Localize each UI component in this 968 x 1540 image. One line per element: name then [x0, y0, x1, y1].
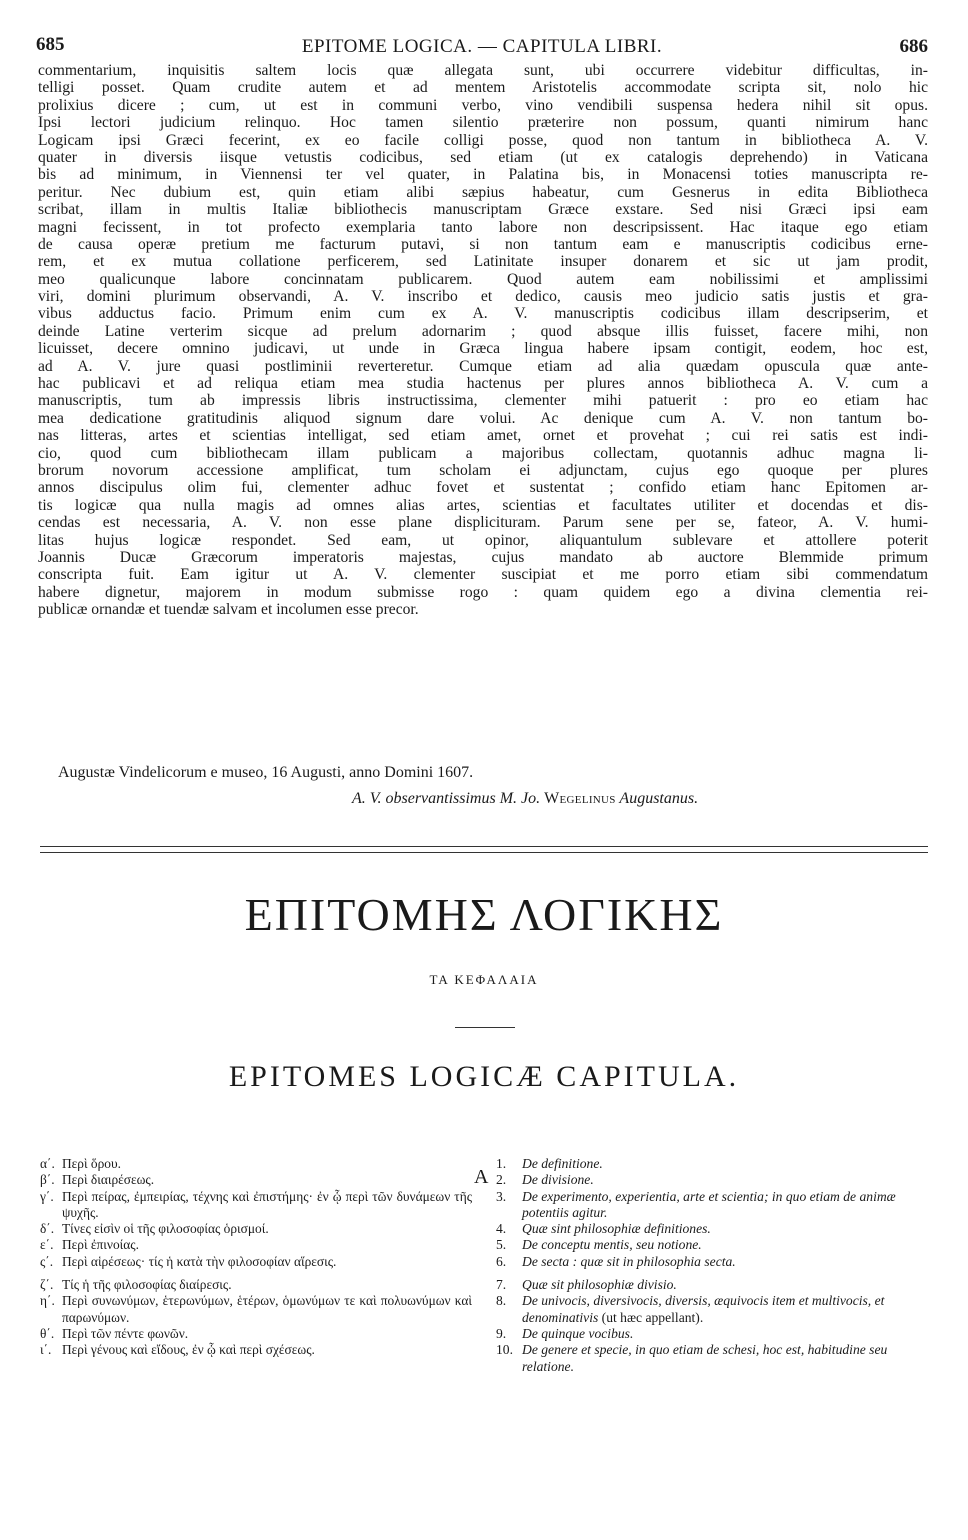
- body-line: annos discipulus olim fui, clementer adhuc fovet et sustentat ; confido etiam hanc Epitomen ar-: [38, 479, 928, 497]
- body-line: Joannis Ducæ Græcorum imperatoris majestas, cujus mandato ab auctore Blemmide primum: [38, 548, 928, 566]
- chapter-title: Περὶ αἱρέσεως· τίς ἡ κατὰ τὴν φιλοσοφίαν αἵρεσις.: [62, 1253, 337, 1269]
- chapter-number: 5.: [496, 1237, 507, 1253]
- body-line: Ipsi lectori judicium relinquo. Hoc tamen silentio præterire non possum, quanti nimirum hanc: [38, 114, 928, 132]
- chapter-entry: [496, 1172, 928, 1188]
- chapter-title: Τίς ἡ τῆς φιλοσοφίας διαίρεσις.: [62, 1277, 232, 1293]
- running-header: [36, 34, 928, 60]
- chapter-title: De divisione.: [522, 1172, 594, 1188]
- body-line: prolixius dicere ; cum, ut est in communi verbo, vino vendibili suspensa hedera nihil sit opus.: [38, 96, 928, 114]
- body-line: scribat, illam in multis Italiæ bibliothecis manuscriptam Græce exstare. Sed nisi Græci ipsi eam: [38, 201, 928, 219]
- body-line: peritur. Nec dubium est, quin etiam alibi sæpius habeatur, cum Gesnerus in edita Bibliotheca: [38, 183, 928, 201]
- chapter-number: δ΄.: [40, 1221, 55, 1237]
- body-line: deinde Latine verterim sicque ad prelum adornarim ; quod absque illis fuisset, facere mihi, non: [38, 322, 928, 340]
- running-title: EPITOME LOGICA. — CAPITULA LIBRI.: [301, 36, 663, 57]
- chapter-number: 6.: [496, 1253, 507, 1269]
- chapter-entry: [40, 1342, 472, 1358]
- body-line: nas litteras, artes et scientias intelligat, sed etiam amet, ornet et provehat ; cui rei satis est indi-: [38, 427, 928, 445]
- chapter-entry: [496, 1221, 928, 1237]
- signature-line: [352, 790, 698, 808]
- signature-suffix: Augustanus.: [615, 790, 699, 807]
- body-line: litas hujus logicæ respondet. Sed eam, ut opinor, aliquantulum sublevare et attollere poterit: [38, 531, 928, 549]
- chapter-number: 2.: [496, 1172, 507, 1188]
- chapter-title: De secta : quæ sit in philosophia secta.: [522, 1253, 736, 1269]
- greek-title: ΕΠΙΤΟΜΗΣ ΛΟΓΙΚΗΣ: [244, 889, 724, 940]
- chapter-number: α΄.: [40, 1156, 55, 1171]
- body-line: brorum novorum accessione amplificat, tum scholam ei adjunctam, cujus ego quoque per plures: [38, 461, 928, 479]
- chapter-entry: [40, 1189, 472, 1222]
- body-line: ad A. V. jure quasi postliminii reverteretur. Cumque etiam ad alia quædam opuscula quæ ante-: [38, 357, 928, 375]
- chapter-entry: [496, 1254, 928, 1270]
- chapter-number: 4.: [496, 1221, 507, 1237]
- body-line: habere dignetur, majorem in modum submisse rogo : quam quidem ego a divina clementia rei-: [38, 583, 928, 601]
- chapter-entry: [40, 1237, 472, 1253]
- chapter-title: De definitione.: [522, 1156, 603, 1171]
- chapter-title: Περὶ πείρας, ἐμπειρίας, τέχνης καὶ ἐπιστήμης· ἐν ᾧ περὶ τῶν δυνάμεων τῆς ψυχῆς.: [62, 1188, 472, 1220]
- chapter-entry: [496, 1156, 928, 1172]
- chapter-title: De genere et specie, in quo etiam de schesi, hoc est, habitudine seu relatione.: [522, 1342, 888, 1374]
- body-line: de causa operæ pretium me facturum putavi, si non tantum eam e manuscriptis codicibus erne-: [38, 235, 928, 253]
- chapter-number: η΄.: [40, 1293, 55, 1309]
- chapter-title: De quinque vocibus.: [522, 1325, 634, 1341]
- chapter-number: θ΄.: [40, 1325, 55, 1341]
- short-rule-divider: [455, 1027, 515, 1028]
- body-line: conscripta fuit. Eam igitur ut A. V. clementer suscipiat et me porro etiam sibi commendatum: [38, 566, 928, 584]
- chapter-number: 9.: [496, 1325, 507, 1341]
- signature-prefix: A. V. observantissimus M. Jo.: [352, 790, 545, 807]
- chapter-entry: [40, 1277, 472, 1293]
- chapter-number: ζ΄.: [40, 1277, 54, 1293]
- body-line: viri, domini plurimum observandi, A. V. inscribo et dedico, causis meo judicio satis justis et gra-: [38, 288, 928, 306]
- place-date-line: Augustæ Vindelicorum e museo, 16 Augusti, anno Domini 1607.: [58, 764, 474, 781]
- chapter-title: De experimento, experientia, arte et scientia; in quo etiam de animæ potentiis agitur.: [522, 1188, 896, 1220]
- body-line: hac publicavi et ad reliqua etiam mea studia hactenus per plures annos bibliotheca A. V. cum a: [38, 375, 928, 393]
- chapter-number: 8.: [496, 1293, 507, 1309]
- chapter-entry: [496, 1293, 928, 1326]
- chapter-number: ι΄.: [40, 1342, 52, 1358]
- body-line: rem, et ex mutua collatione perficerem, sed Latinitate insuper donarem et sic ut jam prodit,: [38, 253, 928, 271]
- page-number-left: 685: [36, 34, 65, 55]
- chapter-entry: [40, 1326, 472, 1342]
- page-number-right: 686: [899, 36, 928, 57]
- body-line: cio, quod cum bibliothecam illam publicam a majoribus collectam, quotannis adhuc magna li-: [38, 444, 928, 462]
- chapter-entry: [496, 1189, 928, 1222]
- chapter-entry: [40, 1254, 472, 1270]
- body-line: publicæ ornandæ et tuendæ salvam et incolumen esse precor.: [38, 601, 419, 619]
- chapter-entry: [40, 1221, 472, 1237]
- greek-subtitle: ΤΑ ΚΕΦΑΛΑΙΑ: [429, 972, 539, 987]
- chapter-title: Περὶ ἐπινοίας.: [62, 1237, 139, 1253]
- body-line: mea dedicatione gratitudinis aliquod signum dare volui. Ac denique cum A. V. non tantum bo-: [38, 409, 928, 427]
- chapter-entry: [496, 1342, 928, 1375]
- greek-chapter-list: [40, 1156, 472, 1359]
- margin-marker: A: [474, 1166, 489, 1188]
- body-line: bis ad minimum, in Viennensi ter vel quater, in Palatina bis, in Monacensi toties manuscripta re-: [38, 166, 928, 184]
- latin-title: EPITOMES LOGICÆ CAPITULA.: [228, 1060, 740, 1093]
- body-line: cendas est necessaria, A. V. non esse plane displicituram. Parum sene per se, fateor, A. V. humi-: [38, 514, 928, 532]
- chapter-number: γ΄.: [40, 1188, 54, 1204]
- body-line: manuscriptis, tum ab impressis libris instructissima, clementer mihi patuerit : pro eo etiam hac: [38, 392, 928, 410]
- chapter-title: De conceptu mentis, seu notione.: [522, 1237, 702, 1253]
- body-line: tis logicæ qua nulla magis ad omnes alias artes, scientias et facultates utiliter et docendas et dis-: [38, 496, 928, 514]
- chapter-entry: [496, 1277, 928, 1293]
- chapter-number: 10.: [496, 1342, 513, 1358]
- chapter-number: 1.: [496, 1156, 507, 1171]
- chapter-title: Quæ sint philosophiæ definitiones.: [522, 1221, 711, 1237]
- chapter-title: Περὶ γένους καὶ εἴδους, ἐν ᾧ καὶ περὶ σχέσεως.: [62, 1342, 315, 1358]
- chapter-title: Περὶ διαιρέσεως.: [62, 1172, 155, 1188]
- body-line: commentarium, inquisitis saltem locis quæ allegata sunt, ubi occurrere videbitur difficultas, in-: [38, 62, 928, 79]
- chapter-title: Quæ sit philosophiæ divisio.: [522, 1277, 677, 1293]
- chapter-number: β΄.: [40, 1172, 55, 1188]
- signature-name: Wegelinus: [544, 790, 616, 807]
- body-line: Logicam ipsi Græci fecerint, ex eo facile colligi posse, quod non tantum in bibliotheca A. V.: [38, 131, 928, 149]
- body-line: magni fecissent, in tot profecto exemplaria tanto labore non descripsissent. Hac itaque ego etiam: [38, 218, 928, 236]
- preface-paragraph: [38, 62, 928, 619]
- chapter-entry: [496, 1237, 928, 1253]
- chapter-entry: [496, 1326, 928, 1342]
- latin-chapter-list: [496, 1156, 928, 1375]
- double-rule-divider: [40, 846, 928, 853]
- chapter-title: Περὶ ὅρου.: [62, 1156, 121, 1171]
- body-line: licuisset, decere omnino judicavi, ut unde in Græca lingua habere ipsam contigit, eodem, hoc est,: [38, 340, 928, 358]
- chapter-title-upright: (ut hæc appellant).: [598, 1309, 704, 1325]
- chapter-number: 3.: [496, 1188, 507, 1204]
- chapter-entry: [40, 1172, 472, 1188]
- chapter-number: ε΄.: [40, 1237, 54, 1253]
- chapter-number: 7.: [496, 1277, 507, 1293]
- chapter-entry: [40, 1156, 472, 1172]
- body-line: vibus adductus facio. Primum enim cum ex A. V. manuscriptis codicibus illam descripserim, et: [38, 305, 928, 323]
- chapter-title: Περὶ συνωνύμων, ἑτερωνύμων, ἑτέρων, ὁμωνύμων τε καὶ πολυωνύμων καὶ παρωνύμων.: [62, 1293, 472, 1325]
- chapter-title: Περὶ τῶν πέντε φωνῶν.: [62, 1325, 189, 1341]
- body-line: quater in diversis iisque vetustis codicibus, sed etiam (ut ex catalogis deprehendo) in Vaticana: [38, 148, 928, 166]
- chapter-number: ς΄.: [40, 1253, 54, 1269]
- chapter-entry: [40, 1293, 472, 1326]
- body-line: meo qualicunque labore concinnatam publicarem. Quod autem eam nobilissimi et amplissimi: [38, 270, 928, 288]
- chapter-title: De univocis, diversivocis, diversis, æquivocis item et multivocis, et denominativis: [522, 1293, 885, 1325]
- body-line: telligi posset. Quam crudite autem et ad mentem Aristotelis accommodate scripta sit, nolo hic: [38, 79, 928, 97]
- chapter-title: Τίνες εἰσὶν οἱ τῆς φιλοσοφίας ὁρισμοί.: [62, 1221, 269, 1237]
